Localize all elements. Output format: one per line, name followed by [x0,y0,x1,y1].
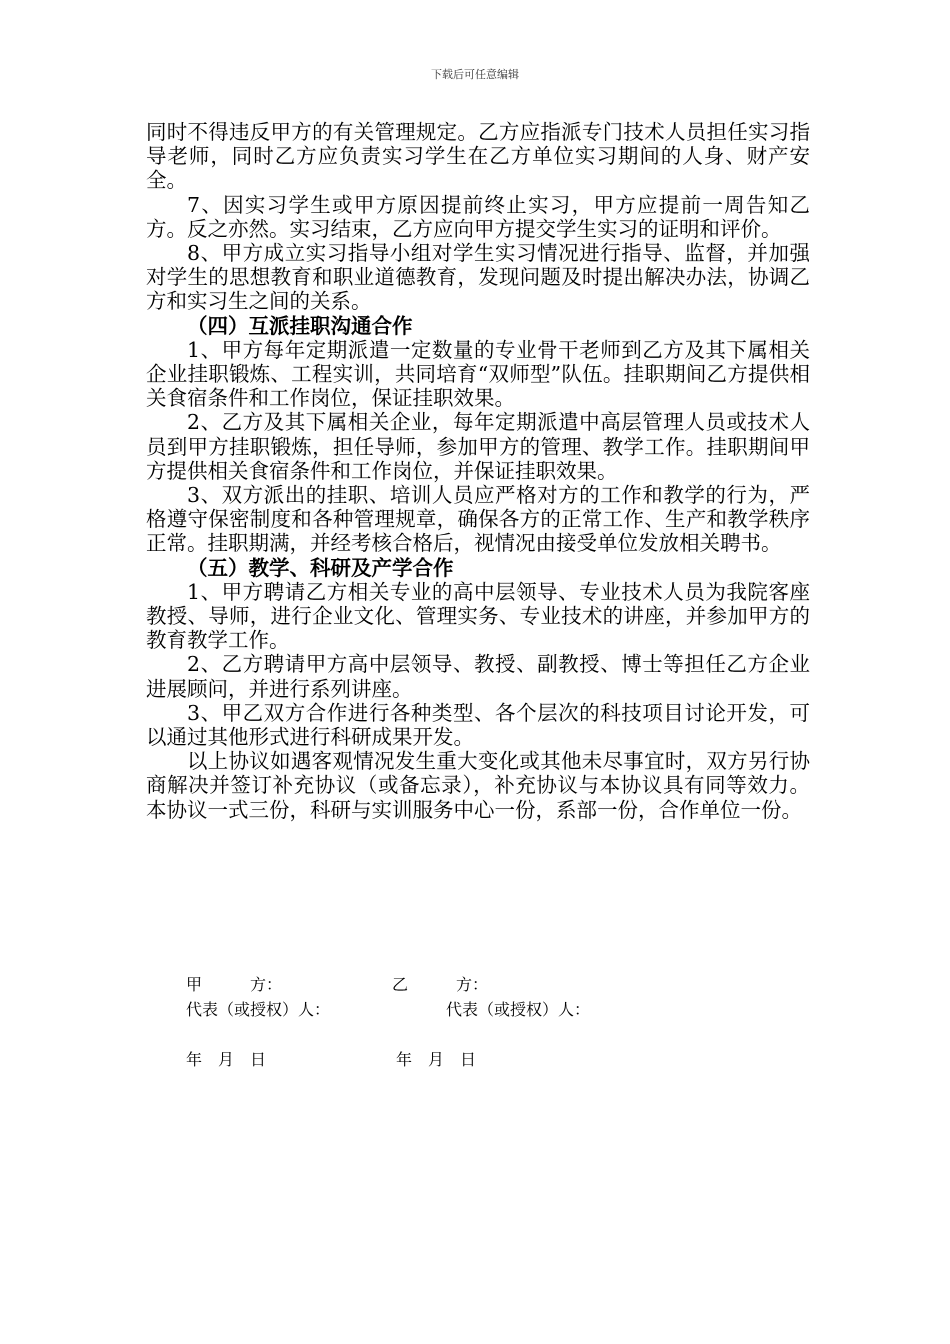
party-b-label: 乙 方： [392,975,489,994]
section-4-clause-2: 2、乙方及其下属相关企业，每年定期派遣中高层管理人员或技术人员到甲方挂职锻炼，担任导师，参加甲方的管理、教学工作。挂职期间甲方提供相关食宿条件和工作岗位，并保证挂职效果。 [146,410,810,483]
document-body [146,120,810,822]
section-5-clause-3: 3、甲乙双方合作进行各种类型、各个层次的科技项目讨论开发，可以通过其他形式进行科研成果开发。 [146,700,810,750]
section-4-clause-1: 1、甲方每年定期派遣一定数量的专业骨干老师到乙方及其下属相关企业挂职锻炼、工程实训，共同培育“双师型”队伍。挂职期间乙方提供相关食宿条件和工作岗位，保证挂职效果。 [146,337,810,411]
clause-8: 8、甲方成立实习指导小组对学生实习情况进行指导、监督，并加强对学生的思想教育和职业道德教育，发现问题及时提出解决办法，协调乙方和实习生之间的关系。 [146,241,810,314]
party-b-date: 年 月 日 [396,1050,477,1069]
section-5-clause-1: 1、甲方聘请乙方相关专业的高中层领导、专业技术人员为我院客座教授、导师，进行企业文化、管理实务、专业技术的讲座，并参加甲方的教育教学工作。 [146,579,810,653]
section-heading-4: （四）互派挂职沟通合作 [187,313,413,338]
section-4-clause-3: 3、双方派出的挂职、培训人员应严格对方的工作和教学的行为，严格遵守保密制度和各种管理规章，确保各方的正常工作、生产和教学秩序正常。挂职期满，并经考核合格后，视情况由接受单位发放相关聘书。 [146,483,810,556]
party-b-representative: 代表（或授权）人： [446,1000,591,1019]
party-a-representative: 代表（或授权）人： [186,1000,331,1019]
page-header-note: 下载后可任意编辑 [431,68,519,81]
section-5-clause-2: 2、乙方聘请甲方高中层领导、教授、副教授、博士等担任乙方企业进展顾问，并进行系列讲座。 [146,652,810,701]
paragraph-continuation: 同时不得违反甲方的有关管理规定。乙方应指派专门技术人员担任实习指导老师，同时乙方应负责实习学生在乙方单位实习期间的人身、财产安全。 [146,120,810,193]
clause-7: 7、因实习学生或甲方原因提前终止实习，甲方应提前一周告知乙方。反之亦然。实习结束，乙方应向甲方提交学生实习的证明和评价。 [146,192,810,241]
closing-paragraph: 以上协议如遇客观情况发生重大变化或其他未尽事宜时，双方另行协商解决并签订补充协议（或备忘录），补充协议与本协议具有同等效力。本协议一式三份，科研与实训服务中心一份，系部一份，合作单位一份。 [146,749,810,822]
section-heading-5: （五）教学、科研及产学合作 [187,555,454,580]
party-a-label: 甲 方： [186,975,283,994]
party-a-date: 年 月 日 [186,1050,267,1069]
